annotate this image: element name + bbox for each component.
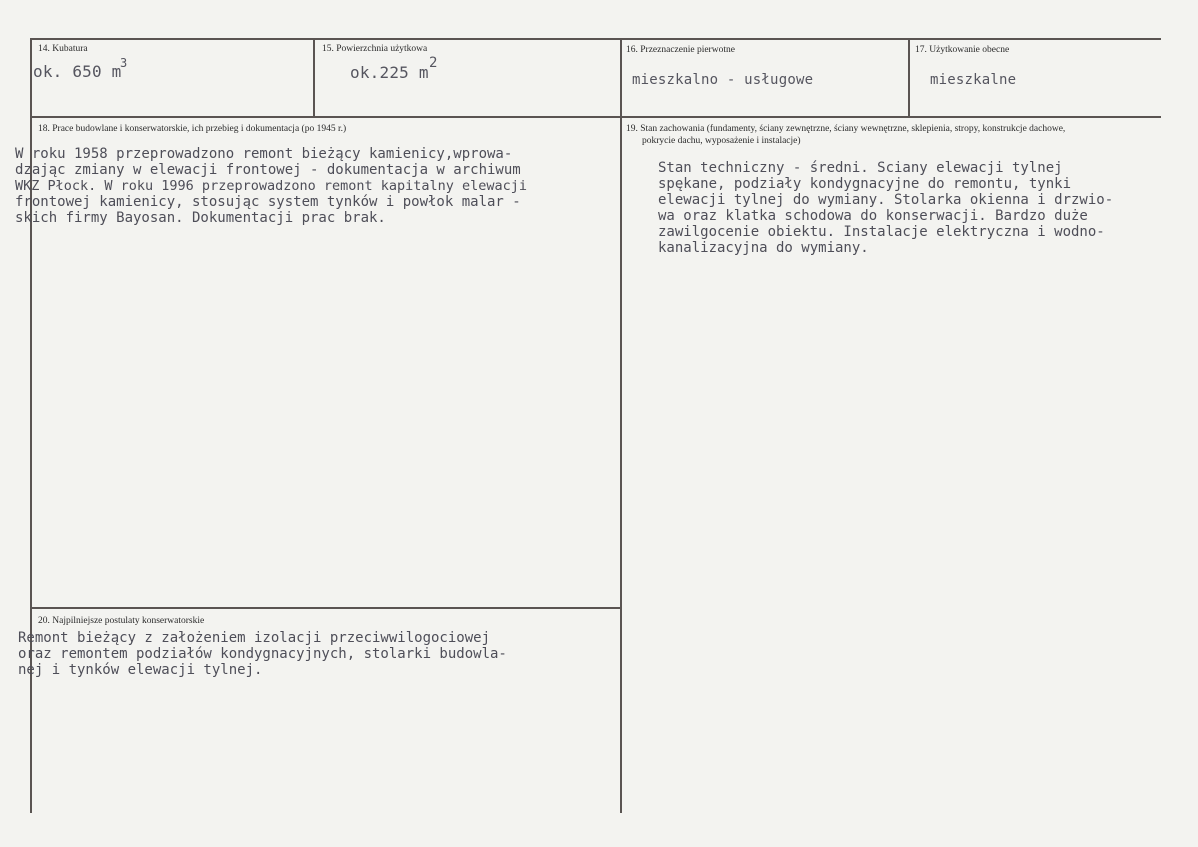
field-19-line: kanalizacyjna do wymiany.	[658, 240, 869, 256]
field-19-line: Stan techniczny - średni. Sciany elewacji tylnej	[658, 160, 1063, 176]
divider-14-15	[313, 38, 315, 118]
row1-rule	[30, 116, 1161, 118]
center-divider	[620, 38, 622, 813]
field-14-superscript: 3	[120, 56, 128, 70]
field-15-label: 15. Powierzchnia użytkowa	[322, 44, 428, 54]
divider-16-17	[908, 38, 910, 118]
field-16-value: mieszkalno - usługowe	[632, 72, 814, 88]
field-18-line: dzając zmiany w elewacji frontowej - dokumentacja w archiwum	[15, 162, 521, 178]
field-18-line: W roku 1958 przeprowadzono remont bieżący kamienicy,wprowa-	[15, 146, 513, 162]
field-18-line: frontowej kamienicy, stosując system tynków i powłok malar -	[15, 194, 521, 210]
field-15-value: ok.225 m	[350, 63, 429, 82]
field-14-label: 14. Kubatura	[38, 44, 88, 54]
top-rule	[30, 38, 1161, 40]
field-19-label-continued: pokrycie dachu, wyposażenie i instalacje)	[642, 136, 801, 146]
field-19-line: zawilgocenie obiektu. Instalacje elektryczna i wodno-	[658, 224, 1105, 240]
field-20-line: nej i tynków elewacji tylnej.	[18, 662, 263, 678]
field-19-line: elewacji tylnej do wymiany. Stolarka okienna i drzwio-	[658, 192, 1114, 208]
field-20-line: oraz remontem podziałów kondygnacyjnych, stolarki budowla-	[18, 646, 507, 662]
field-20-line: Remont bieżący z założeniem izolacji przeciwwilogociowej	[18, 630, 491, 646]
field-18-line: skich firmy Bayosan. Dokumentacji prac brak.	[15, 210, 386, 226]
field-19-line: wa oraz klatka schodowa do konserwacji. Bardzo duże	[658, 208, 1088, 224]
field-20-label: 20. Najpilniejsze postulaty konserwatorskie	[38, 616, 205, 626]
field-18-line: WKZ Płock. W roku 1996 przeprowadzono remont kapitalny elewacji	[15, 178, 528, 194]
field-17-value: mieszkalne	[930, 72, 1017, 88]
field-19-label: 19. Stan zachowania (fundamenty, ściany zewnętrzne, ściany wewnętrzne, sklepienia, stropy, konstrukcje dachowe,	[626, 124, 1066, 134]
field-14-value: ok. 650 m	[33, 62, 122, 81]
section20-rule	[30, 607, 622, 609]
field-15-superscript: 2	[429, 55, 438, 71]
field-19-line: spękane, podziały kondygnacyjne do remontu, tynki	[658, 176, 1072, 192]
field-17-label: 17. Użytkowanie obecne	[915, 45, 1010, 55]
field-16-label: 16. Przeznaczenie pierwotne	[626, 45, 735, 55]
field-18-label: 18. Prace budowlane i konserwatorskie, ich przebieg i dokumentacja (po 1945 r.)	[38, 124, 347, 134]
